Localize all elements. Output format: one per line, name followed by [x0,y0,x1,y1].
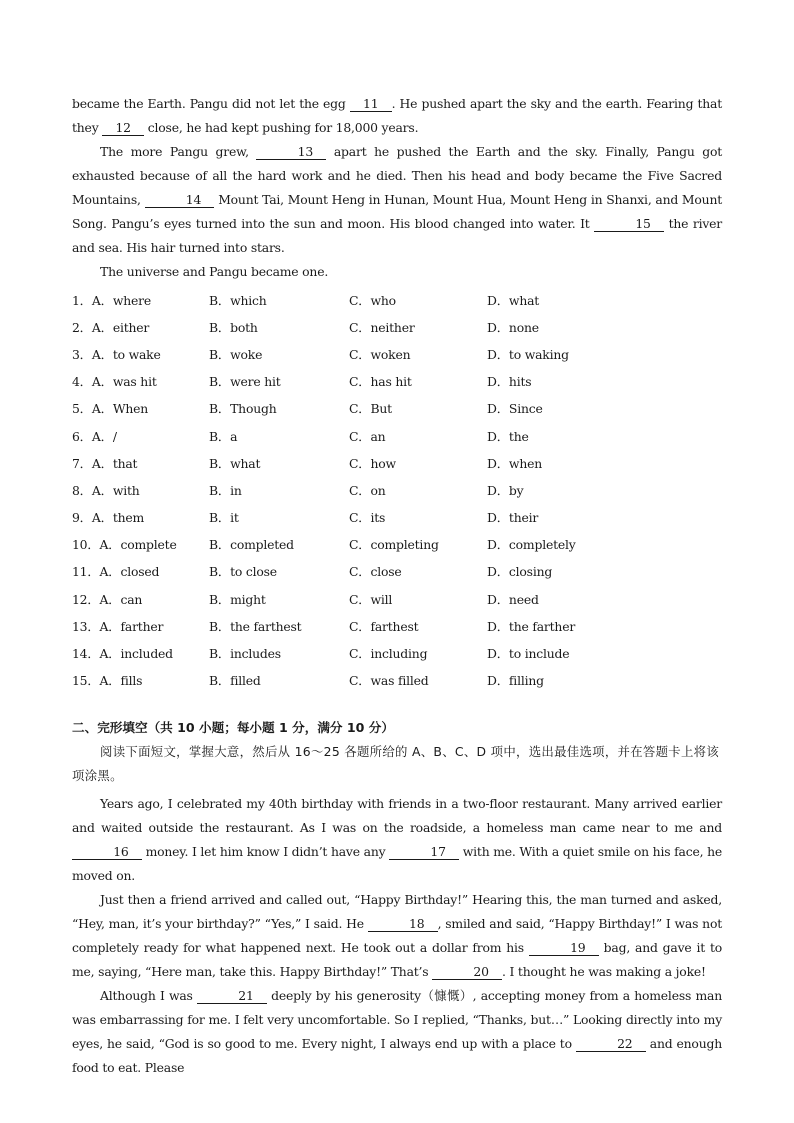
option-row-13 [72,612,722,639]
option-row-3 [72,340,722,367]
option-8-c: C．on [349,482,386,498]
blank-14: 14 [145,192,215,208]
option-2-c: C．neither [349,319,415,335]
blank-19: 19 [529,940,599,956]
option-11-b: B．to close [209,564,277,580]
option-15-a: 15．A．fills [72,673,143,689]
option-9-b: B．it [209,510,239,526]
option-13-b: B．the farthest [209,618,302,634]
text-run: close, he had kept pushing for 18,000 years. [144,120,419,135]
option-14-b: B．includes [209,646,281,662]
option-3-c: C．woken [349,346,411,362]
blank-16: 16 [72,844,142,860]
option-1-a: 1．A．where [72,292,151,308]
option-12-d: D．need [487,591,539,607]
option-12-a: 12．A．can [72,591,143,607]
blank-13: 13 [256,144,326,160]
text-run: Just then a friend arrived and called out, “Happy Birthday!” Hearing this, the man turned and asked, “Hey, man, it’s your birthday?” “Yes,” I said. He [72,891,722,931]
blank-15: 15 [594,216,664,232]
option-row-10 [72,531,722,558]
option-9-c: C．its [349,510,386,526]
option-14-c: C．including [349,646,428,662]
option-row-15 [72,667,722,694]
text-run: The more Pangu grew, [100,144,257,159]
option-4-d: D．hits [487,374,532,390]
option-8-d: D．by [487,482,524,498]
text-run: with me. With a quiet smile on his face, he moved on. [72,843,722,883]
text-run: became the Earth. Pangu did not let the egg [72,96,350,111]
option-7-c: C．how [349,455,396,471]
option-3-a: 3．A．to wake [72,346,161,362]
exam-page [72,92,722,1080]
option-10-b: B．completed [209,537,294,553]
option-6-c: C．an [349,428,386,444]
option-11-a: 11．A．closed [72,564,160,580]
option-15-c: C．was filled [349,673,429,689]
option-9-a: 9．A．them [72,510,145,526]
option-12-b: B．might [209,591,266,607]
passage-paragraph-2 [72,140,722,260]
passage-paragraph-1 [72,92,722,140]
option-5-a: 5．A．When [72,401,149,417]
option-4-b: B．were hit [209,374,281,390]
blank-21: 21 [197,988,267,1004]
story-paragraph-2 [72,888,722,984]
option-row-8 [72,476,722,503]
blank-20: 20 [432,964,502,980]
section-title: 二、完形填空（共 10 小题；每小题 1 分，满分 10 分） [72,719,394,735]
option-13-c: C．farthest [349,618,419,634]
text-run: bag, and gave it to me, saying, “Here man, take this. Happy Birthday!” That’s [72,939,722,979]
option-row-2 [72,313,722,340]
blank-11: 11 [351,96,390,111]
option-6-b: B．a [209,428,238,444]
text-run: money. I let him know I didn’t have any [141,843,390,859]
option-1-d: D．what [487,292,540,308]
option-row-6 [72,422,722,449]
option-8-a: 8．A．with [72,482,140,498]
option-2-b: B．both [209,319,258,335]
option-row-12 [72,585,722,612]
text-run: and enough food to eat. Please [72,1035,722,1075]
option-row-14 [72,639,722,666]
option-5-b: B．Though [209,401,277,417]
option-10-a: 10．A．complete [72,537,177,553]
text-run: apart he pushed the Earth and the sky. Finally, Pangu got exhausted because of all the hard work and he died. Then his head and body became the Five Sacred Mountains, [72,144,723,207]
option-5-c: C．But [349,401,392,417]
option-10-d: D．completely [487,537,576,553]
option-1-c: C．who [349,292,396,308]
option-6-a: 6．A．/ [72,428,117,444]
option-11-d: D．closing [487,564,553,580]
blank-18: 18 [368,916,438,932]
blank-22: 22 [576,1036,646,1052]
option-8-b: B．in [209,482,242,498]
text-run: the river and sea. His hair turned into stars. [72,216,722,255]
option-row-4 [72,368,722,395]
option-13-a: 13．A．farther [72,618,164,634]
passage-paragraph-3: The universe and Pangu became one. [100,264,329,279]
option-7-b: B．what [209,455,261,471]
blank-12: 12 [104,120,143,135]
text-run: , smiled and said, “Happy Birthday!” I was not completely ready for what happened next. He took out a dollar from his [72,915,722,955]
text-run: Mount Tai, Mount Heng in Hunan, Mount Hua, Mount Heng in Shanxi, and Mount Song. Pangu’s eyes turned into the sun and moon. His blood changed into water. It [72,192,722,231]
option-12-c: C．will [349,591,393,607]
text-run: Although I was [100,987,198,1003]
option-2-a: 2．A．either [72,319,150,335]
option-1-b: B．which [209,292,267,308]
option-13-d: D．the farther [487,618,576,634]
option-14-a: 14．A．included [72,646,173,662]
option-3-d: D．to waking [487,346,569,362]
option-4-a: 4．A．was hit [72,374,157,390]
option-7-d: D．when [487,455,543,471]
option-11-c: C．close [349,564,402,580]
text-run: Years ago, I celebrated my 40th birthday with friends in a two-floor restaurant. Many arrived earlier and waited outside the restaurant. As I was on the roadside, a homeless man came near to me and [72,795,722,835]
option-row-9 [72,504,722,531]
option-15-b: B．filled [209,673,261,689]
option-row-5 [72,395,722,422]
option-4-c: C．has hit [349,374,412,390]
section-instructions: 阅读下面短文，掌握大意，然后从 16～25 各题所给的 A、B、C、D 项中，选出最佳选项，并在答题卡上将该项涂黑。 [72,743,720,783]
option-9-d: D．their [487,510,539,526]
text-run: deeply by his generosity（慷慨）, accepting money from a homeless man was embarrassing for me. I felt very uncomfortable. So I replied, “Thanks, but…” Looking directly into my eyes, he said, “God is so good to me. Every night, I always end up with a place to [72,987,722,1051]
option-15-d: D．filling [487,673,544,689]
option-3-b: B．woke [209,346,263,362]
option-row-1 [72,286,722,313]
option-7-a: 7．A．that [72,455,138,471]
option-14-d: D．to include [487,646,570,662]
option-10-c: C．completing [349,537,439,553]
text-run: . I thought he was making a joke! [502,963,706,979]
text-run: . He pushed apart the sky and the earth. Fearing that they [72,96,722,135]
option-5-d: D．Since [487,401,543,417]
story-paragraph-3 [72,984,722,1080]
option-6-d: D．the [487,428,529,444]
option-2-d: D．none [487,319,539,335]
option-row-11 [72,558,722,585]
blank-17: 17 [389,844,459,860]
option-row-7 [72,449,722,476]
options-list [72,286,722,694]
story-paragraph-1 [72,792,722,888]
